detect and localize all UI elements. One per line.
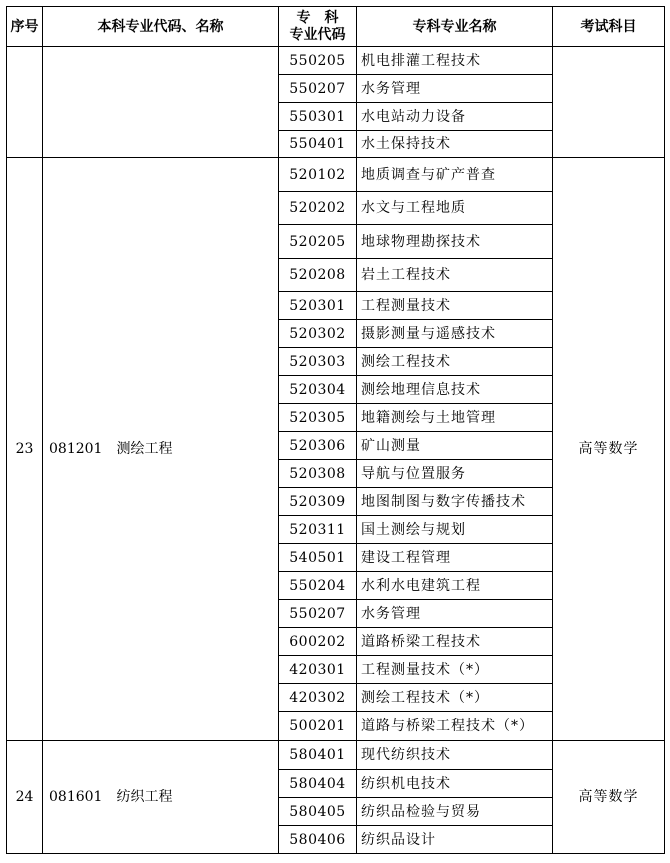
diploma-major-name: 建设工程管理 [357, 544, 553, 572]
diploma-major-name: 水利水电建筑工程 [357, 572, 553, 600]
diploma-major-code: 550207 [279, 600, 357, 628]
diploma-major-code: 580404 [279, 770, 357, 798]
row-index: 24 [7, 741, 43, 854]
table-row [7, 741, 665, 770]
diploma-major-code: 580405 [279, 798, 357, 826]
diploma-major-code: 550301 [279, 103, 357, 131]
diploma-major-code: 580406 [279, 826, 357, 854]
diploma-major-name: 水电站动力设备 [357, 103, 553, 131]
diploma-major-code: 500201 [279, 712, 357, 741]
diploma-major-code: 550205 [279, 47, 357, 75]
diploma-major-name: 地籍测绘与土地管理 [357, 404, 553, 432]
diploma-major-name: 现代纺织技术 [357, 741, 553, 770]
diploma-major-code: 520208 [279, 259, 357, 292]
diploma-major-name: 道路与桥梁工程技术（*） [357, 712, 553, 741]
diploma-major-name: 工程测量技术 [357, 292, 553, 320]
diploma-major-name: 国土测绘与规划 [357, 516, 553, 544]
diploma-major-name: 岩土工程技术 [357, 259, 553, 292]
header-diploma-code-line1: 专 科 [296, 9, 339, 26]
table-row [7, 158, 665, 192]
diploma-major-code: 520303 [279, 348, 357, 376]
exam-subject: 高等数学 [553, 158, 665, 741]
diploma-major-code: 580401 [279, 741, 357, 770]
header-exam-subject: 考试科目 [553, 7, 665, 47]
diploma-major-code: 420302 [279, 684, 357, 712]
diploma-major-name: 测绘地理信息技术 [357, 376, 553, 404]
diploma-major-name: 纺织品设计 [357, 826, 553, 854]
diploma-major-name: 测绘工程技术（*） [357, 684, 553, 712]
header-row [7, 7, 665, 47]
diploma-major-code: 600202 [279, 628, 357, 656]
bachelor-major-code: 081201 [49, 441, 103, 457]
diploma-major-name: 水文与工程地质 [357, 192, 553, 225]
row-index [7, 47, 43, 158]
diploma-major-code: 520302 [279, 320, 357, 348]
header-diploma-name: 专科专业名称 [357, 7, 553, 47]
diploma-major-name: 摄影测量与遥感技术 [357, 320, 553, 348]
bachelor-major-name: 测绘工程 [116, 441, 173, 457]
diploma-major-code: 520308 [279, 460, 357, 488]
diploma-major-code: 520205 [279, 225, 357, 259]
diploma-major-code: 520102 [279, 158, 357, 192]
diploma-major-name: 水务管理 [357, 600, 553, 628]
diploma-major-name: 测绘工程技术 [357, 348, 553, 376]
bachelor-major-code: 081601 [49, 789, 103, 805]
diploma-major-name: 纺织品检验与贸易 [357, 798, 553, 826]
row-index: 23 [7, 158, 43, 741]
header-bachelor-major: 本科专业代码、名称 [43, 7, 279, 47]
exam-subject: 高等数学 [553, 741, 665, 854]
diploma-major-name: 水务管理 [357, 75, 553, 103]
diploma-major-code: 520306 [279, 432, 357, 460]
major-table-container [6, 6, 664, 854]
diploma-major-name: 矿山测量 [357, 432, 553, 460]
table-row [7, 47, 665, 75]
diploma-major-code: 520304 [279, 376, 357, 404]
bachelor-major-cell [43, 158, 279, 741]
diploma-major-name: 地图制图与数字传播技术 [357, 488, 553, 516]
diploma-major-code: 550207 [279, 75, 357, 103]
diploma-major-name: 地质调查与矿产普查 [357, 158, 553, 192]
diploma-major-code: 520311 [279, 516, 357, 544]
diploma-major-name: 导航与位置服务 [357, 460, 553, 488]
table-body [7, 47, 665, 854]
diploma-major-code: 550204 [279, 572, 357, 600]
diploma-major-code: 420301 [279, 656, 357, 684]
diploma-major-code: 520202 [279, 192, 357, 225]
header-index: 序号 [7, 7, 43, 47]
bachelor-major-name: 纺织工程 [116, 789, 173, 805]
diploma-major-name: 水土保持技术 [357, 131, 553, 158]
bachelor-major-cell [43, 741, 279, 854]
diploma-major-code: 550401 [279, 131, 357, 158]
major-table [6, 6, 665, 854]
header-diploma-code [279, 7, 357, 47]
diploma-major-name: 地球物理勘探技术 [357, 225, 553, 259]
exam-subject [553, 47, 665, 158]
diploma-major-code: 540501 [279, 544, 357, 572]
diploma-major-code: 520309 [279, 488, 357, 516]
bachelor-major-cell [43, 47, 279, 158]
diploma-major-code: 520305 [279, 404, 357, 432]
diploma-major-name: 纺织机电技术 [357, 770, 553, 798]
diploma-major-code: 520301 [279, 292, 357, 320]
diploma-major-name: 道路桥梁工程技术 [357, 628, 553, 656]
header-diploma-code-line2: 专业代码 [289, 26, 346, 43]
diploma-major-name: 机电排灌工程技术 [357, 47, 553, 75]
diploma-major-name: 工程测量技术（*） [357, 656, 553, 684]
